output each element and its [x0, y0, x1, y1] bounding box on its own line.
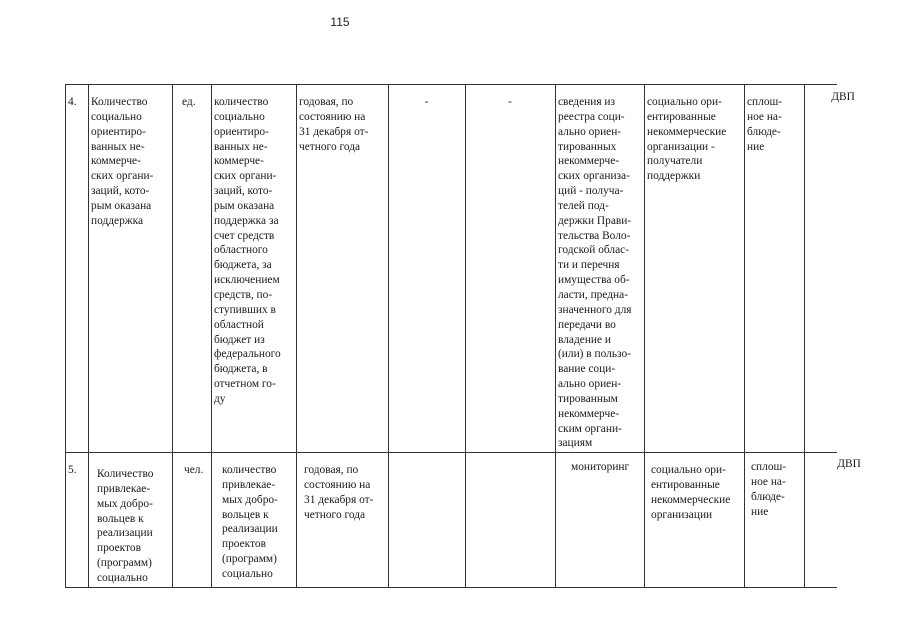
column-divider	[744, 84, 745, 587]
indicator-name: Количество привлекае- мых добро- вольцев к реализации проектов (программ) социально	[97, 468, 154, 584]
column-divider	[172, 84, 173, 587]
table-top-border	[65, 84, 837, 85]
unit-of-measure: чел.	[184, 464, 204, 476]
responsible-agency: ДВП	[831, 91, 855, 103]
column-divider	[804, 84, 805, 587]
responsible-agency: ДВП	[837, 458, 861, 470]
indicator-name: Количество социально ориентиро- ванных не- коммерче- ских органи- заций, кото- рым оказана поддержка	[91, 96, 154, 227]
observation-object: социально ори- ентированные некоммерческие организации	[651, 464, 731, 521]
data-source: сведения из реестра соци- ально ориен- тированных некоммерче- ских организа- ций - получа- телей под- держки Прави- тельства Воло- годской облас- ти и перечня имущества об- ласти, предна- значенного для передачи во владение и (или) в пользо- вание соци- ально ориен- тированным некоммерче- ским органи- зациям	[558, 96, 632, 450]
empty-value-dash: -	[424, 96, 429, 108]
data-source: мониторинг	[571, 461, 630, 473]
column-divider	[465, 84, 466, 587]
periodicity: годовая, по состоянию на 31 декабря от- четного года	[299, 96, 369, 153]
observation-method: сплош- ное на- блюде- ние	[747, 96, 783, 153]
row-number: 4.	[68, 96, 77, 108]
column-divider	[388, 84, 389, 587]
empty-value-dash: -	[508, 96, 512, 108]
periodicity: годовая, по состоянию на 31 декабря от- четного года	[304, 464, 374, 521]
indicator-definition: количество социально ориентиро- ванных не- коммерче- ских органи- заций, кото- рым оказана поддержка за счет средств областного бюджета, за исключением средств, по- ступивших в областной бюджет из федерального бюджета, в отчетном го- ду	[214, 96, 281, 405]
row-number: 5.	[68, 464, 77, 476]
column-divider	[555, 84, 556, 587]
column-divider	[296, 84, 297, 587]
page-number: 115	[330, 15, 350, 29]
column-divider	[88, 84, 89, 587]
observation-method: сплош- ное на- блюде- ние	[751, 461, 787, 518]
column-divider	[644, 84, 645, 587]
table-bottom-border	[65, 587, 837, 588]
row-divider	[65, 452, 837, 453]
unit-of-measure: ед.	[182, 96, 196, 108]
observation-object: социально ори- ентированные некоммерческие организации - получатели поддержки	[647, 96, 727, 183]
column-divider	[65, 84, 66, 587]
column-divider	[211, 84, 212, 587]
indicator-definition: количество привлекае- мых добро- вольцев к реализации проектов (программ) социально	[222, 464, 278, 580]
